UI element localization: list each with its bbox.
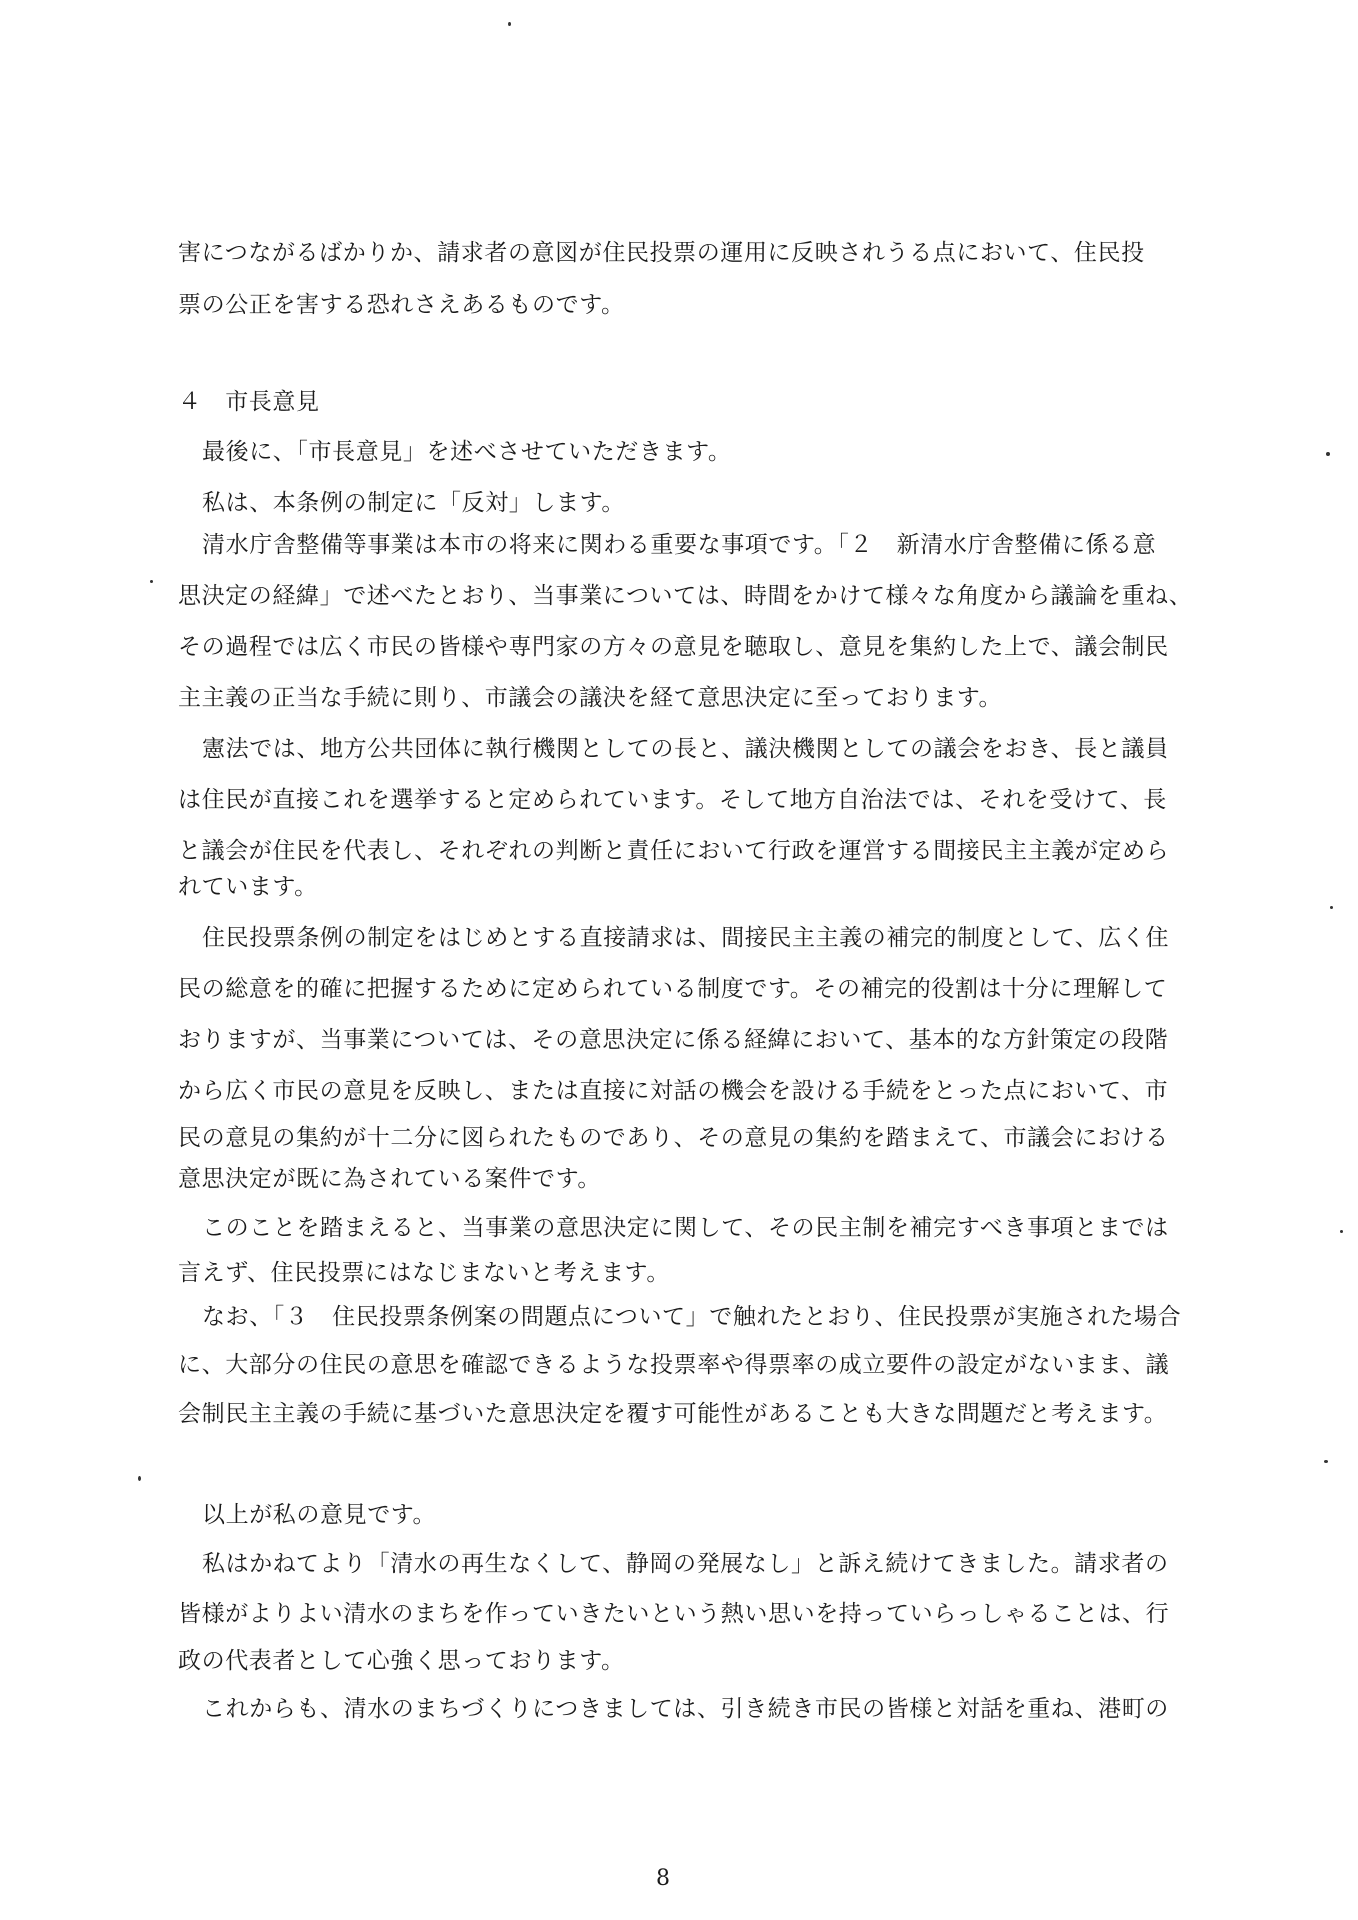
- paragraph-line: このことを踏まえると、当事業の意思決定に関して、その民主制を補完すべき事項とまでは: [202, 1215, 1169, 1241]
- paragraph-line: は住民が直接これを選挙すると定められています。そして地方自治法では、それを受けて、長: [178, 787, 1167, 813]
- paragraph-line: 私は、本条例の制定に「反対」します。: [202, 490, 625, 516]
- paragraph-line: 言えず、住民投票にはなじまないと考えます。: [178, 1260, 670, 1286]
- scan-speck: [1326, 452, 1330, 456]
- paragraph-line: おりますが、当事業については、その意思決定に係る経緯において、基本的な方針策定の段階: [178, 1027, 1169, 1053]
- scan-speck: [1340, 1230, 1343, 1233]
- paragraph-line: 私はかねてより「清水の再生なくして、静岡の発展なし」と訴え続けてきました。請求者の: [202, 1551, 1169, 1577]
- scan-speck: [1324, 1460, 1328, 1463]
- paragraph-line: 皆様がよりよい清水のまちを作っていきたいという熱い思いを持っていらっしゃることは、行: [178, 1601, 1170, 1627]
- paragraph-line: なお、「３ 住民投票条例案の問題点について」で触れたとおり、住民投票が実施された場合: [202, 1304, 1182, 1330]
- section-heading: ４ 市長意見: [178, 389, 320, 415]
- paragraph-line: れています。: [178, 874, 318, 900]
- paragraph-line: 以上が私の意見です。: [202, 1502, 437, 1528]
- paragraph-line: 民の総意を的確に把握するために定められている制度です。その補完的役割は十分に理解して: [178, 976, 1168, 1002]
- scan-speck: [1330, 906, 1333, 909]
- paragraph-line: 票の公正を害する恐れさえあるものです。: [178, 292, 625, 318]
- paragraph-line: 最後に、「市長意見」を述べさせていただきます。: [202, 439, 732, 465]
- paragraph-line: と議会が住民を代表し、それぞれの判断と責任において行政を運営する間接民主主義が定めら: [178, 838, 1170, 864]
- paragraph-line: 会制民主主義の手続に基づいた意思決定を覆す可能性があることも大きな問題だと考えます。: [178, 1401, 1168, 1427]
- paragraph-line: 政の代表者として心強く思っております。: [178, 1648, 625, 1674]
- scan-speck: [138, 1476, 141, 1481]
- paragraph-line: その過程では広く市民の皆様や専門家の方々の意見を聴取し、意見を集約した上で、議会制民: [178, 634, 1169, 660]
- paragraph-line: 住民投票条例の制定をはじめとする直接請求は、間接民主主義の補完的制度として、広く住: [202, 925, 1170, 951]
- paragraph-line: 清水庁舎整備等事業は本市の将来に関わる重要な事項です。「２ 新清水庁舎整備に係る意: [202, 532, 1157, 558]
- paragraph-line: 民の意見の集約が十二分に図られたものであり、その意見の集約を踏まえて、市議会における: [178, 1125, 1169, 1151]
- page-number: 8: [656, 1866, 670, 1891]
- scan-speck: [508, 22, 511, 26]
- paragraph-line: 意思決定が既に為されている案件です。: [178, 1166, 601, 1192]
- scan-speck: [150, 580, 153, 583]
- paragraph-line: これからも、清水のまちづくりにつきましては、引き続き市民の皆様と対話を重ね、港町の: [202, 1696, 1169, 1722]
- paragraph-line: に、大部分の住民の意思を確認できるような投票率や得票率の成立要件の設定がないまま、議: [178, 1352, 1170, 1378]
- paragraph-line: 主主義の正当な手続に則り、市議会の議決を経て意思決定に至っております。: [178, 685, 1003, 711]
- paragraph-line: 憲法では、地方公共団体に執行機関としての長と、議決機関としての議会をおき、長と議員: [202, 736, 1169, 762]
- paragraph-line: 思決定の経緯」で述べたとおり、当事業については、時間をかけて様々な角度から議論を重ね、: [178, 583, 1193, 609]
- paragraph-line: から広く市民の意見を反映し、または直接に対話の機会を設ける手続をとった点において、市: [178, 1078, 1169, 1104]
- paragraph-line: 害につながるばかりか、請求者の意図が住民投票の運用に反映されうる点において、住民投: [178, 240, 1145, 266]
